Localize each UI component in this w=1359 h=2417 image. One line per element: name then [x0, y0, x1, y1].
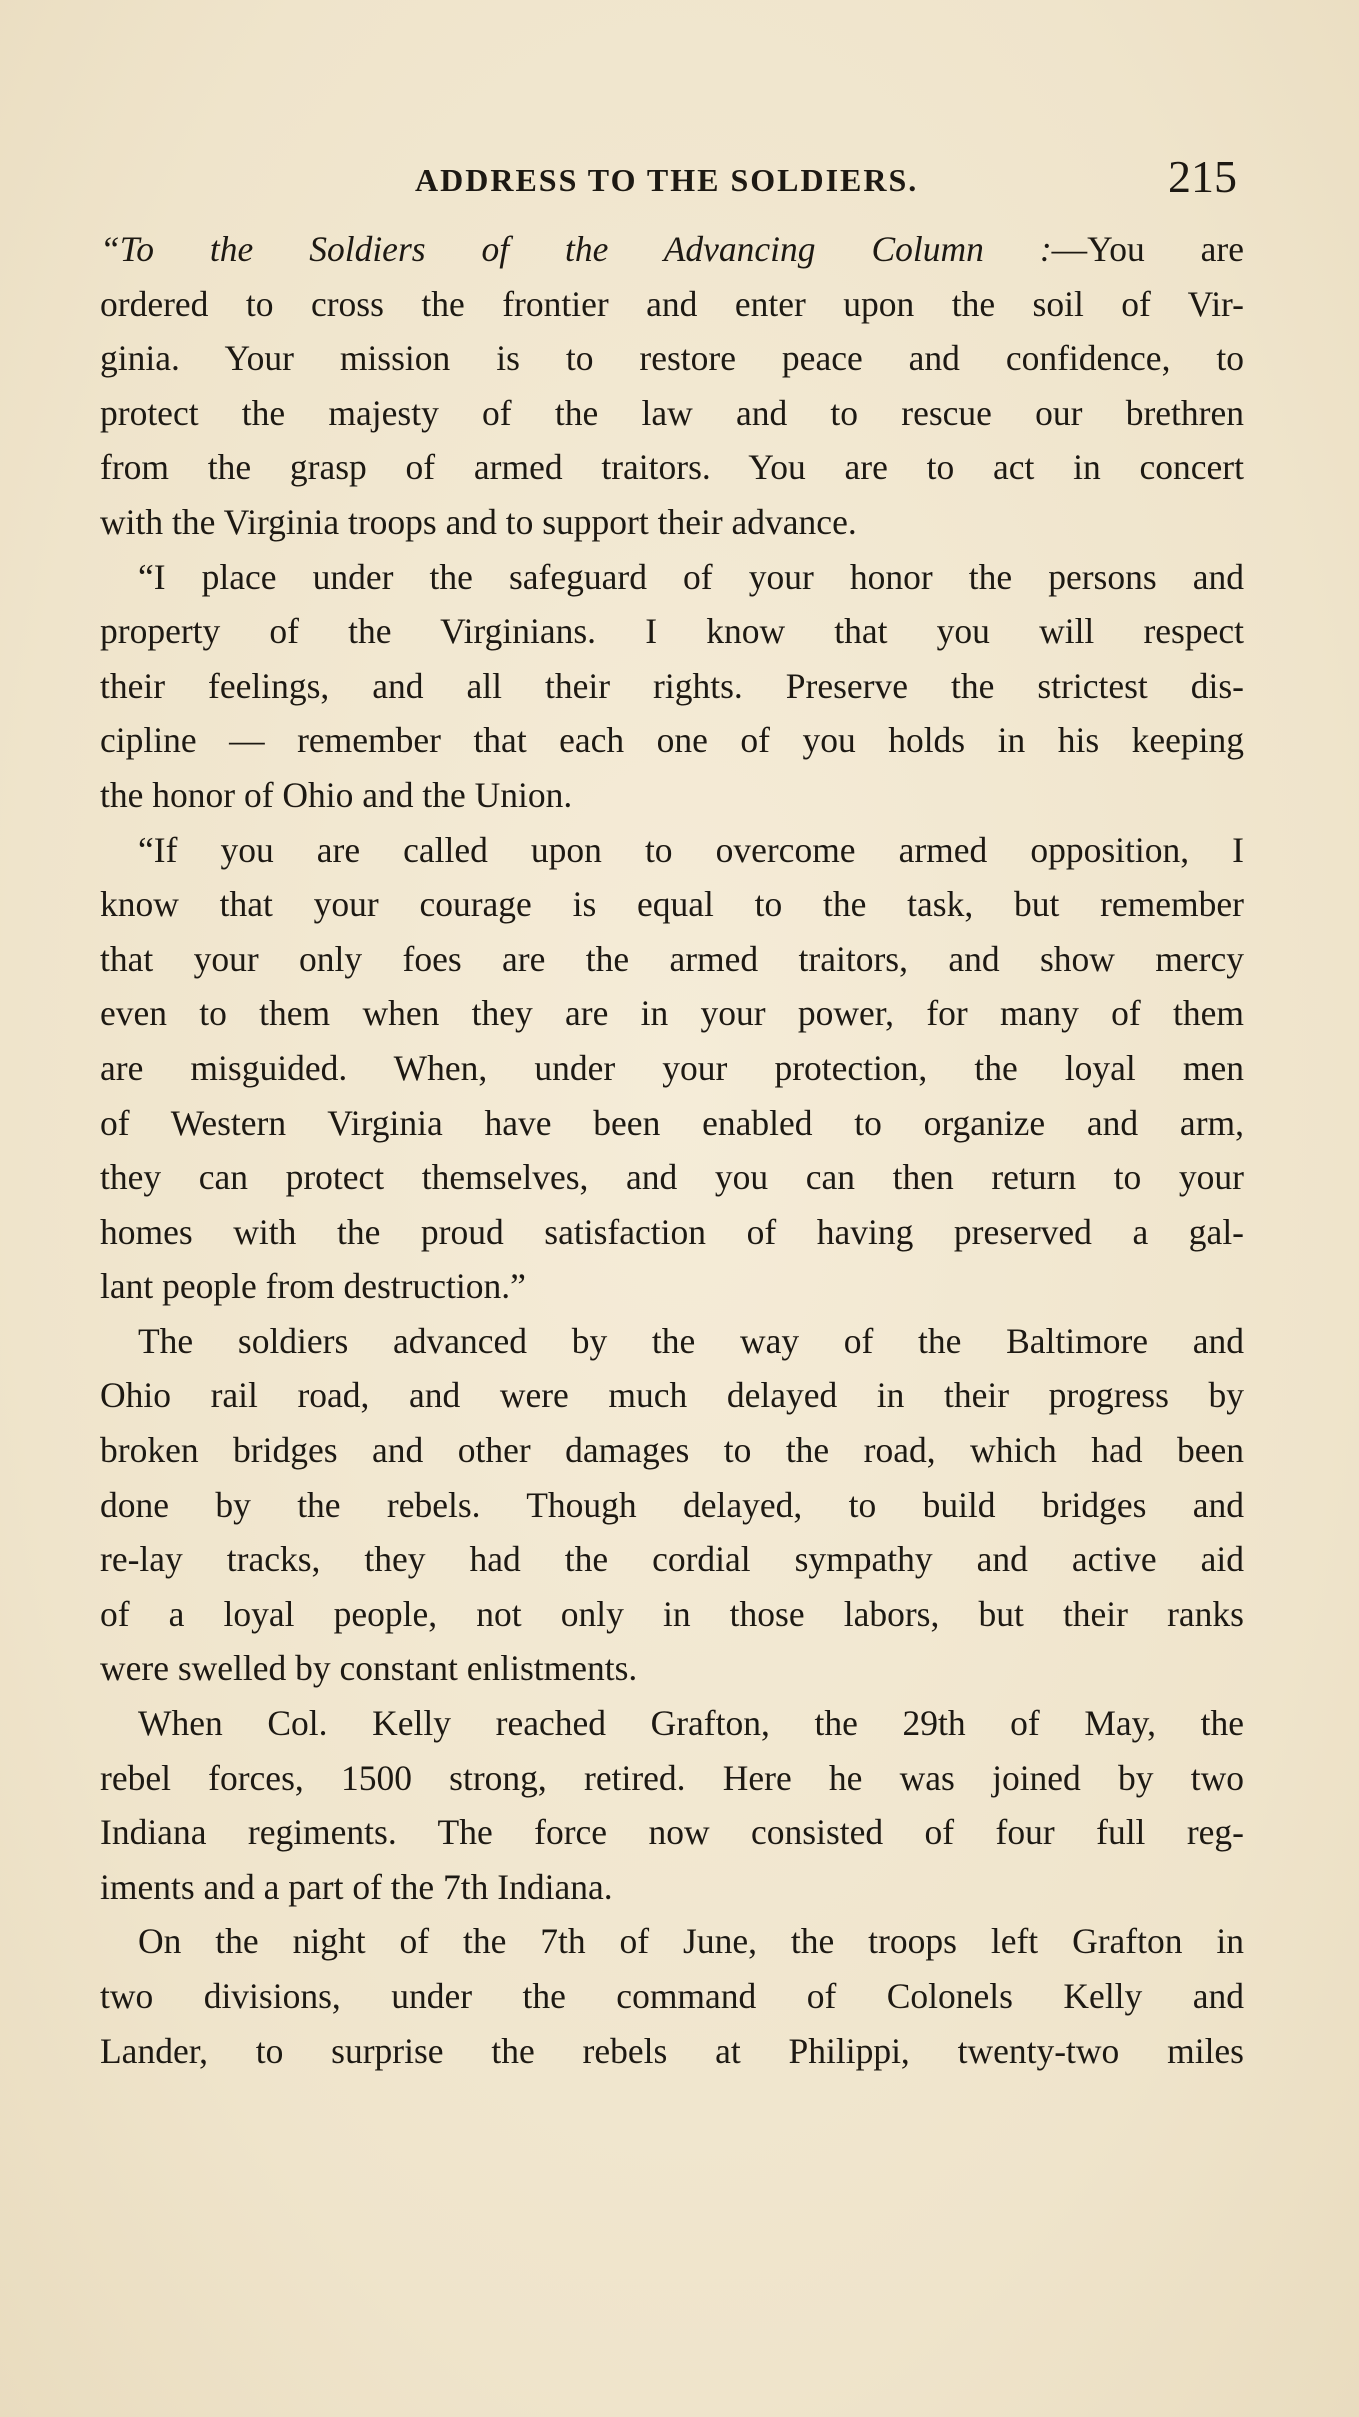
text-line: from the grasp of armed traitors. You are to act in concert [100, 447, 1244, 488]
text-line: their feelings, and all their rights. Preserve the strictest dis- [100, 665, 1244, 706]
text-line: protect the majesty of the law and to rescue our brethren [100, 392, 1244, 433]
text-line: Indiana regiments. The force now consisted of four full reg- [100, 1812, 1244, 1853]
text-line: Lander, to surprise the rebels at Philippi, twenty-two miles [100, 2030, 1244, 2071]
text-line: “I place under the safeguard of your honor the persons and [138, 556, 1244, 597]
text-line [100, 222, 1244, 277]
text-line: property of the Virginians. I know that you will respect [100, 611, 1244, 652]
text-line: are misguided. When, under your protection, the loyal men [100, 1047, 1244, 1088]
text-line: even to them when they are in your power, for many of them [100, 993, 1244, 1034]
text-line: On the night of the 7th of June, the troops left Grafton in [138, 1921, 1244, 1962]
text-line: were swelled by constant enlistments. [100, 1648, 638, 1689]
text-line: iments and a part of the 7th Indiana. [100, 1866, 613, 1907]
text-line: rebel forces, 1500 strong, retired. Here he was joined by two [100, 1757, 1244, 1798]
text-line: that your only foes are the armed traitors, and show mercy [100, 938, 1244, 979]
text-line: homes with the proud satisfaction of having preserved a gal- [100, 1211, 1244, 1252]
text-line: they can protect themselves, and you can then return to your [100, 1157, 1244, 1198]
body-text [100, 222, 1244, 2078]
text-line: The soldiers advanced by the way of the Baltimore and [138, 1320, 1244, 1361]
text-line: Ohio rail road, and were much delayed in their progress by [100, 1375, 1244, 1416]
text-line: cipline — remember that each one of you holds in his keeping [100, 720, 1244, 761]
text-line: When Col. Kelly reached Grafton, the 29th of May, the [138, 1703, 1244, 1744]
text-line: done by the rebels. Though delayed, to build bridges and [100, 1484, 1244, 1525]
text-line: the honor of Ohio and the Union. [100, 774, 573, 815]
page-number: 215 [1168, 151, 1237, 202]
text-line: two divisions, under the command of Colonels Kelly and [100, 1976, 1244, 2016]
text-line: ginia. Your mission is to restore peace and confidence, to [100, 338, 1244, 379]
text-line: of a loyal people, not only in those labors, but their ranks [100, 1593, 1244, 1634]
text-line: lant people from destruction.” [100, 1266, 526, 1307]
text-line: with the Virginia troops and to support their advance. [100, 501, 857, 542]
page-header [0, 150, 1359, 210]
text-line-rest: —You are [1051, 229, 1244, 269]
text-line: ordered to cross the frontier and enter upon the soil of Vir- [100, 283, 1244, 324]
address-salutation: “To the Soldiers of the Advancing Column : [100, 229, 1052, 269]
text-line: re-lay tracks, they had the cordial sympathy and active aid [100, 1539, 1244, 1580]
text-line: of Western Virginia have been enabled to organize and arm, [100, 1102, 1244, 1143]
text-line: “If you are called upon to overcome armed opposition, I [138, 829, 1244, 870]
text-line: know that your courage is equal to the task, but remember [100, 884, 1244, 925]
running-head: ADDRESS TO THE SOLDIERS. [415, 162, 919, 198]
text-line: broken bridges and other damages to the road, which had been [100, 1430, 1244, 1471]
